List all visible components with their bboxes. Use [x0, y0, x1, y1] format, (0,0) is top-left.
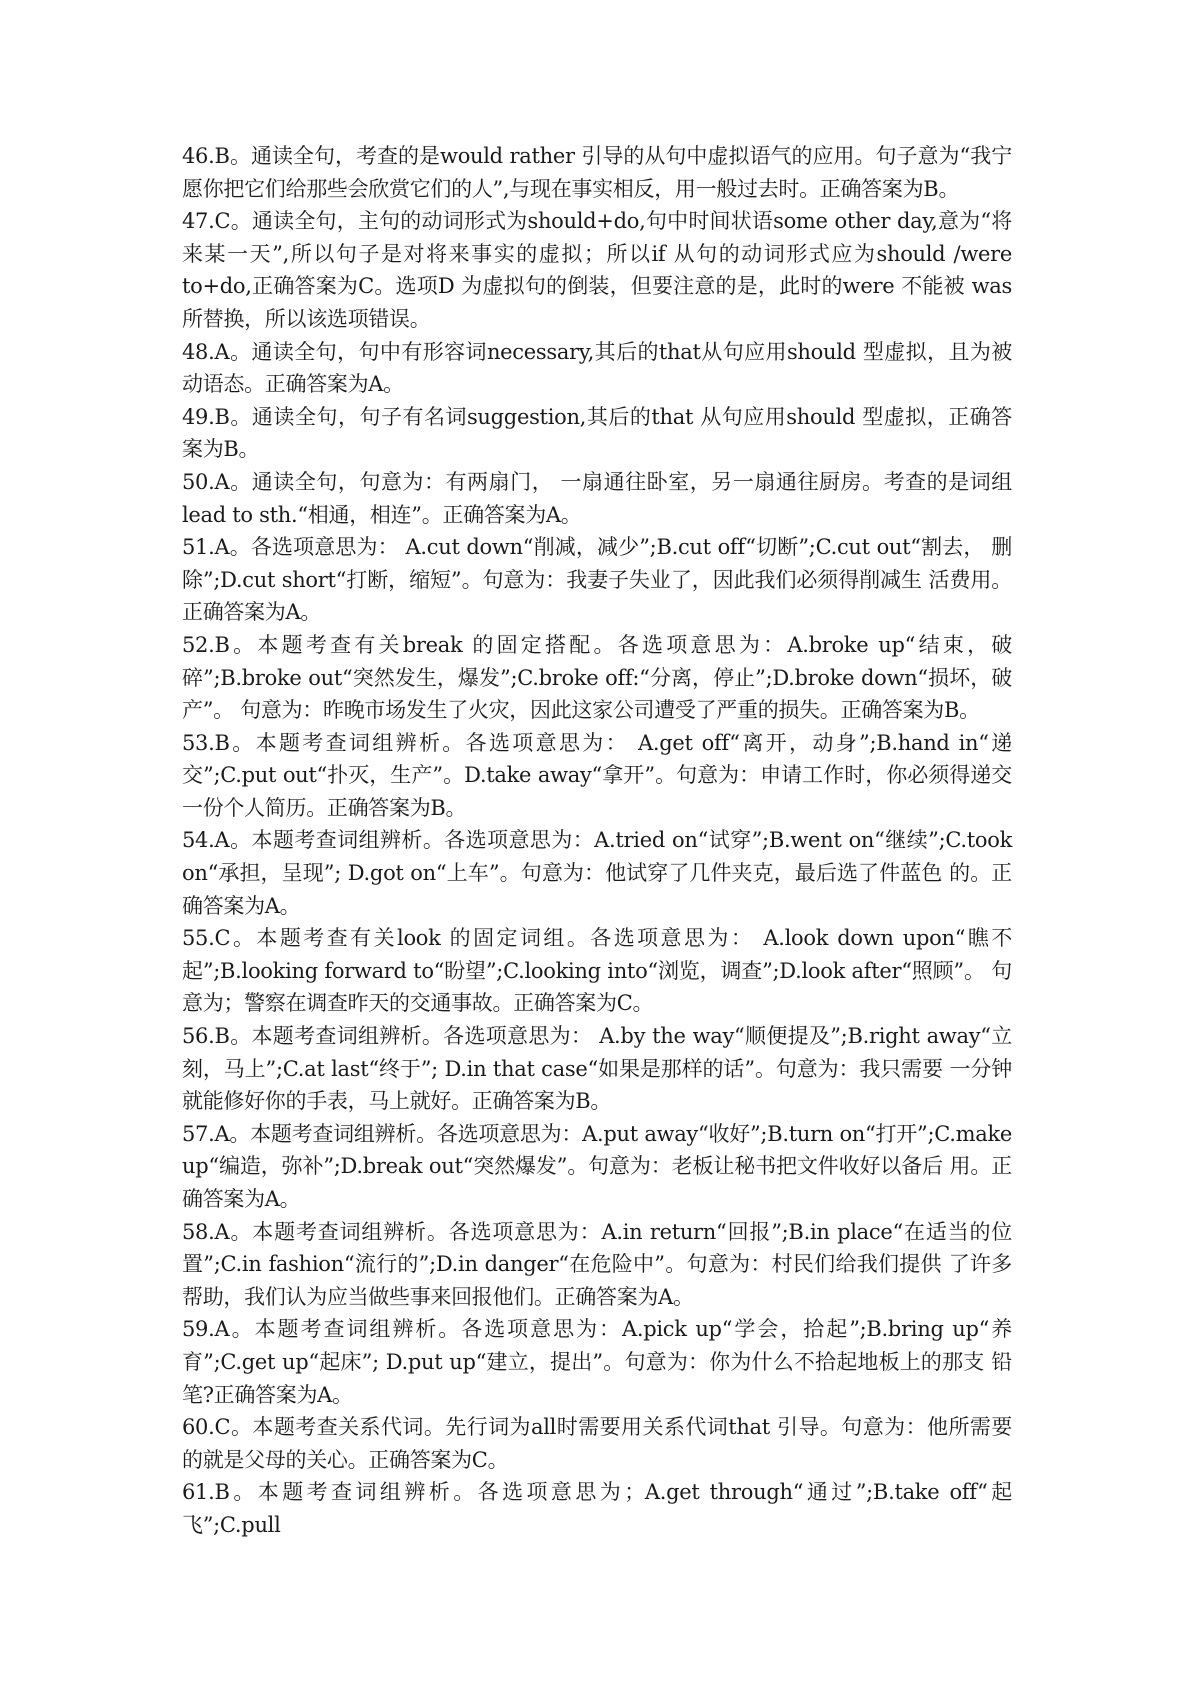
- answer-entry-60: 60.C。本题考查关系代词。先行词为all时需要用关系代词that 引导。句意为：他所需要 的就是父母的关心。正确答案为C。: [182, 1415, 1012, 1472]
- answer-entry-52: 52.B。本题考查有关break 的固定搭配。各选项意思为：A.broke up“结束，破碎”;B.broke out“突然发生，爆发”;C.broke off:“分离，停止”;D.broke down“损坏，破产”。 句意为：昨晚市场发生了火灾，因此这家公司遭受了严重的损失。正确答案为B。: [182, 632, 1012, 723]
- answer-entry-47: 47.C。通读全句，主句的动词形式为should+do,句中时间状语some other day,意为“将 来某一天”,所以句子是对将来事实的虚拟；所以if 从句的动词形式应为should /were to+do,正确答案为C。选项D 为虚拟句的倒装，但要注意的是，此时的were 不能被 was 所替换，所以该选项错误。: [182, 209, 1012, 331]
- answer-entry-48: 48.A。通读全句，句中有形容词necessary,其后的that从句应用should 型虚拟，且为被 动语态。正确答案为A。: [182, 339, 1012, 397]
- answer-entry-61: 61.B。本题考查词组辨析。各选项意思为；A.get through“通过”;B.take off“起飞”;C.pull: [182, 1480, 1012, 1537]
- answer-entry-54: 54.A。本题考查词组辨析。各选项意思为：A.tried on“试穿”;B.went on“继续”;C.took on“承担，呈现”; D.got on“上车”。句意为：他试穿了几件夹克，最后选了件蓝色 的。正确答案为A。: [182, 828, 1012, 918]
- answer-entry-46: 46.B。通读全句，考查的是would rather 引导的从句中虚拟语气的应用。句子意为“我宁 愿你把它们给那些会欣赏它们的人”,与现在事实相反，用一般过去时。正确答案为B。: [182, 144, 1012, 201]
- answer-entry-49: 49.B。通读全句，句子有名词suggestion,其后的that 从句应用should 型虚拟，正确答 案为B。: [182, 404, 1012, 462]
- answer-entry-56: 56.B。本题考查词组辨析。各选项意思为： A.by the way“顺便提及”;B.right away“立 刻，马上”;C.at last“终于”; D.in that case“如果是那样的话”。句意为：我只需要 一分钟就能修好你的手表，马上就好。正确答案为B。: [182, 1024, 1012, 1114]
- answer-entry-58: 58.A。本题考查词组辨析。各选项意思为：A.in return“回报”;B.in place“在适当的位置”;C.in fashion“流行的”;D.in danger“在危险中”。句意为：村民们给我们提供 了许多帮助，我们认为应当做些事来回报他们。正确答案为A。: [182, 1219, 1012, 1309]
- answer-entry-50: 50.A。通读全句，句意为：有两扇门， 一扇通往卧室，另一扇通往厨房。考查的是词组 lead to sth.“相通，相连”。正确答案为A。: [182, 469, 1012, 527]
- document-page: [182, 140, 1012, 1542]
- answer-entry-53: 53.B。本题考查词组辨析。各选项意思为： A.get off“离开，动身”;B.hand in“递交”;C.put out“扑灭，生产”。D.take away“拿开”。句意为：申请工作时，你必须得递交 一份个人简历。正确答案为B。: [182, 730, 1012, 820]
- answer-entry-51: 51.A。各选项意思为： A.cut down“削减，减少”;B.cut off“切断”;C.cut out“割去， 删除”;D.cut short“打断，缩短”。句意为：我妻子失业了，因此我们必须得削减生 活费用。正确答案为A。: [182, 535, 1012, 625]
- answer-entry-57: 57.A。本题考查词组辨析。各选项意思为：A.put away“收好”;B.turn on“打开”;C.make up“编造，弥补”;D.break out“突然爆发”。句意为：老板让秘书把文件收好以备后 用。正确答案为A。: [182, 1121, 1012, 1211]
- answer-entry-55: 55.C。本题考查有关look 的固定词组。各选项意思为： A.look down upon“瞧不起”;B.looking forward to“盼望”;C.looking into“浏览，调查”;D.look after“照顾”。 句意为；警察在调查昨天的交通事故。正确答案为C。: [182, 926, 1012, 1016]
- answer-entry-59: 59.A。本题考查词组辨析。各选项意思为：A.pick up“学会，拾起”;B.bring up“养育”;C.get up“起床”; D.put up“建立，提出”。句意为：你为什么不拾起地板上的那支 铅笔?正确答案为A。: [182, 1317, 1012, 1407]
